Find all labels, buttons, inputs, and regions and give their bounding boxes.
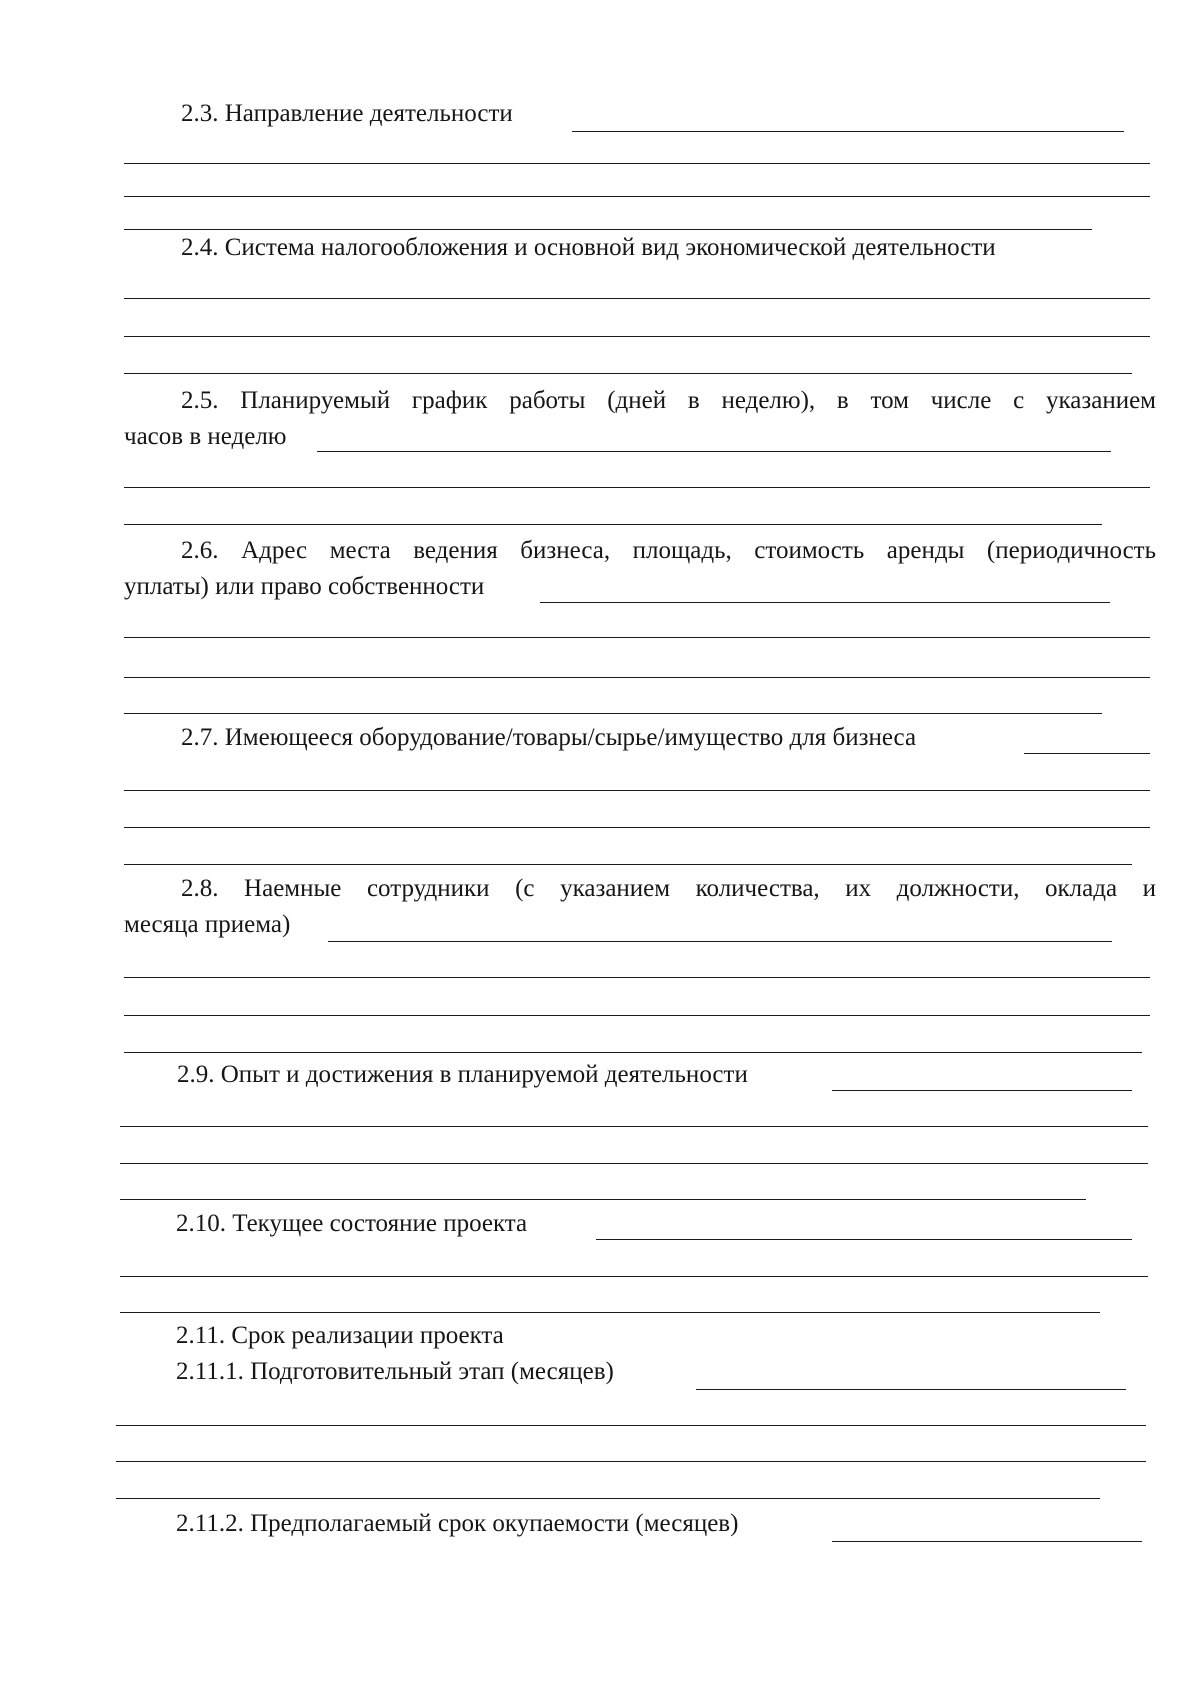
section-2-11-1-line-2[interactable] xyxy=(116,1461,1146,1462)
section-2-9-label: 2.9. Опыт и достижения в планируемой деятельности xyxy=(177,1061,748,1088)
section-2-6-field[interactable] xyxy=(540,602,1110,603)
section-2-7-label: 2.7. Имеющееся оборудование/товары/сырье/имущество для бизнеса xyxy=(181,724,917,751)
section-2-5-line-a[interactable] xyxy=(124,487,1150,488)
section-2-9-line-1[interactable] xyxy=(120,1126,1148,1127)
section-2-9-line-3[interactable] xyxy=(120,1199,1086,1200)
section-2-3-field[interactable] xyxy=(572,131,1124,132)
section-2-5-line-b[interactable] xyxy=(124,524,1102,525)
section-2-8-line-b[interactable] xyxy=(124,1015,1150,1016)
section-2-4-label: 2.4. Система налогообложения и основной вид экономической деятельности xyxy=(181,234,996,261)
section-2-8-line-2: месяца приема) xyxy=(124,911,291,938)
section-2-8-field[interactable] xyxy=(328,941,1112,942)
section-2-10-field[interactable] xyxy=(596,1239,1132,1240)
section-2-10-line-2[interactable] xyxy=(120,1312,1100,1313)
section-2-7-line-2[interactable] xyxy=(124,827,1150,828)
section-2-8-line-a[interactable] xyxy=(124,977,1150,978)
section-2-10-line-1[interactable] xyxy=(120,1276,1148,1277)
section-2-9-field[interactable] xyxy=(832,1090,1132,1091)
section-2-5-line-2: часов в неделю xyxy=(124,423,287,450)
section-2-5-field[interactable] xyxy=(317,451,1111,452)
section-2-11-1-label: 2.11.1. Подготовительный этап (месяцев) xyxy=(176,1358,614,1385)
section-2-3-line-3[interactable] xyxy=(124,229,1092,230)
section-2-11-label: 2.11. Срок реализации проекта xyxy=(176,1322,504,1349)
section-2-4-line-2[interactable] xyxy=(124,336,1150,337)
section-2-6-line-2: уплаты) или право собственности xyxy=(124,573,485,600)
section-2-7-line-1[interactable] xyxy=(124,790,1150,791)
section-2-4-line-1[interactable] xyxy=(124,298,1150,299)
section-2-7-line-3[interactable] xyxy=(124,864,1132,865)
section-2-3-line-1[interactable] xyxy=(124,163,1150,164)
section-2-6-line-c[interactable] xyxy=(124,713,1102,714)
section-2-4-line-3[interactable] xyxy=(124,373,1132,374)
section-2-7-field[interactable] xyxy=(1024,753,1150,754)
section-2-10-label: 2.10. Текущее состояние проекта xyxy=(176,1210,528,1237)
section-2-5-line-1: 2.5. Планируемый график работы (дней в неделю), в том числе с указанием xyxy=(181,387,1156,414)
section-2-11-1-line-3[interactable] xyxy=(116,1498,1100,1499)
section-2-11-2-label: 2.11.2. Предполагаемый срок окупаемости (месяцев) xyxy=(176,1510,739,1537)
section-2-3-label: 2.3. Направление деятельности xyxy=(181,100,513,127)
section-2-6-line-a[interactable] xyxy=(124,637,1150,638)
section-2-3-line-2[interactable] xyxy=(124,196,1150,197)
section-2-11-1-field[interactable] xyxy=(696,1389,1126,1390)
section-2-6-line-1: 2.6. Адрес места ведения бизнеса, площадь, стоимость аренды (периодичность xyxy=(181,537,1156,564)
section-2-11-1-line-1[interactable] xyxy=(116,1425,1146,1426)
section-2-11-2-field[interactable] xyxy=(832,1541,1142,1542)
section-2-9-line-2[interactable] xyxy=(120,1163,1148,1164)
section-2-6-line-b[interactable] xyxy=(124,677,1150,678)
section-2-8-line-1: 2.8. Наемные сотрудники (с указанием количества, их должности, оклада и xyxy=(181,875,1156,902)
section-2-8-line-c[interactable] xyxy=(124,1052,1142,1053)
